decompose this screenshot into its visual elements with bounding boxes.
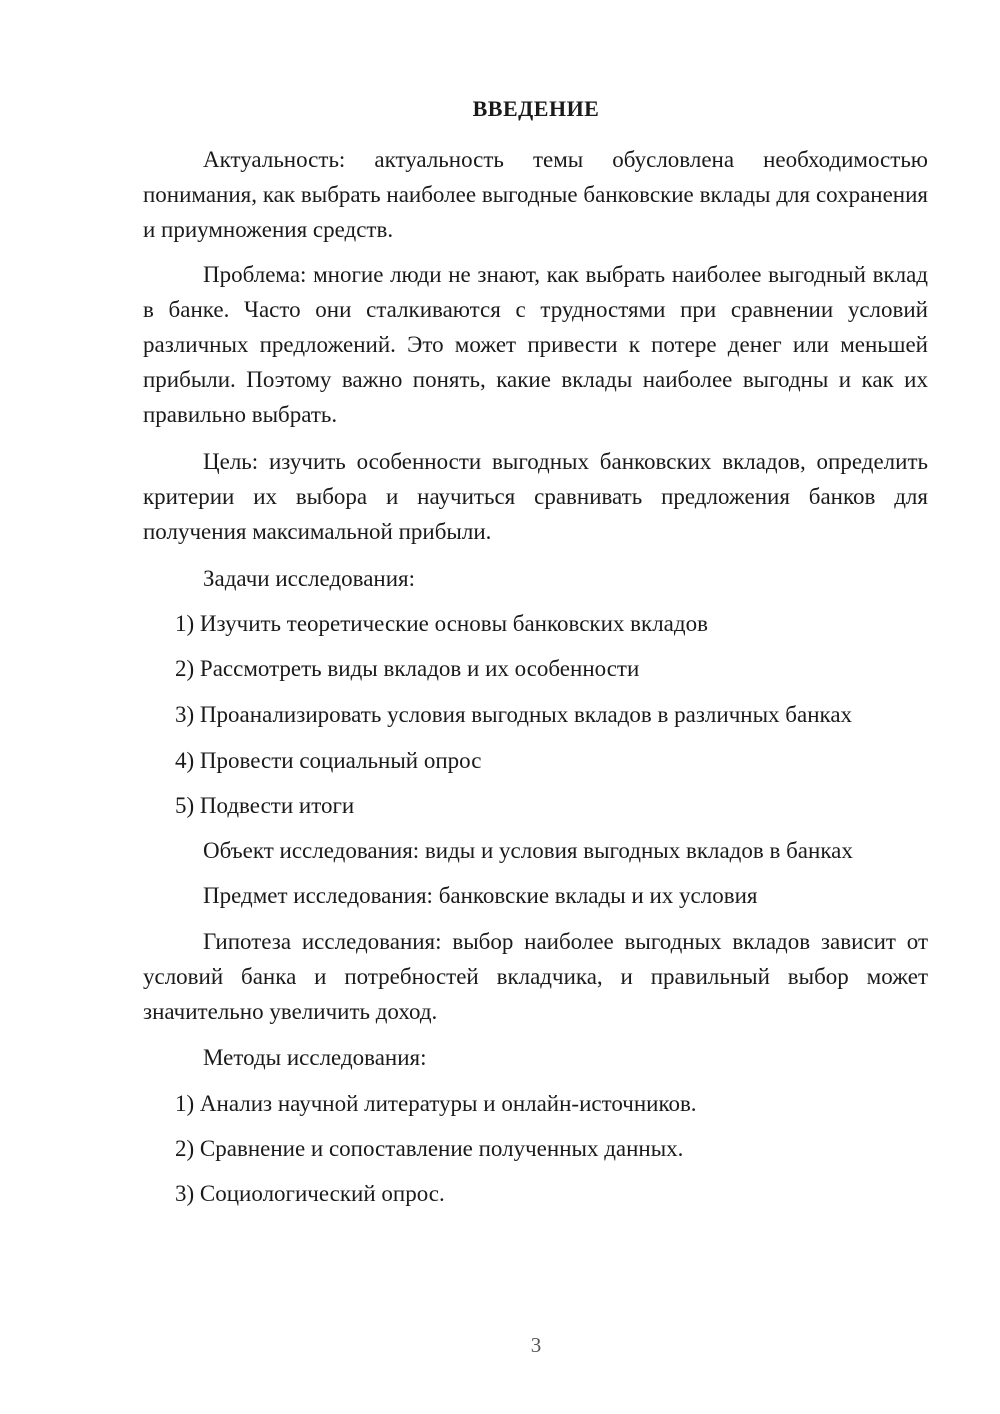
page-number: 3 [530, 1333, 542, 1357]
method-item: 3) Социологический опрос. [175, 1181, 445, 1206]
problem-paragraph: Проблема: многие люди не знают, как выбрать наиболее выгодный вклад в банке. Часто они сталкиваются с трудностями при сравнении условий различных предложений. Это может привести к потере денег или меньшей прибыли. Поэтому важно понять, какие вклады наиболее выгодны и как их правильно выбрать. [143, 262, 928, 427]
methods-heading: Методы исследования: [203, 1045, 427, 1070]
relevance-paragraph: Актуальность: актуальность темы обусловлена необходимостью понимания, как выбрать наиболее выгодные банковские вклады для сохранения и приумножения средств. [143, 147, 928, 242]
page-title: ВВЕДЕНИЕ [472, 96, 600, 121]
object-line: Объект исследования: виды и условия выгодных вкладов в банках [203, 838, 853, 863]
method-item: 2) Сравнение и сопоставление полученных данных. [175, 1136, 684, 1161]
hypothesis-paragraph: Гипотеза исследования: выбор наиболее выгодных вкладов зависит от условий банка и потребностей вкладчика, и правильный выбор может значительно увеличить доход. [143, 929, 928, 1024]
task-item: 2) Рассмотреть виды вкладов и их особенности [175, 656, 640, 681]
task-item: 1) Изучить теоретические основы банковских вкладов [175, 611, 708, 636]
goal-paragraph: Цель: изучить особенности выгодных банковских вкладов, определить критерии их выбора и научиться сравнивать предложения банков для получения максимальной прибыли. [143, 449, 928, 544]
method-item: 1) Анализ научной литературы и онлайн-источников. [175, 1091, 697, 1116]
task-item: 3) Проанализировать условия выгодных вкладов в различных банках [175, 702, 853, 727]
tasks-heading: Задачи исследования: [203, 566, 416, 591]
subject-line: Предмет исследования: банковские вклады и их условия [203, 883, 758, 908]
task-item: 4) Провести социальный опрос [175, 748, 482, 773]
task-item: 5) Подвести итоги [175, 793, 355, 818]
